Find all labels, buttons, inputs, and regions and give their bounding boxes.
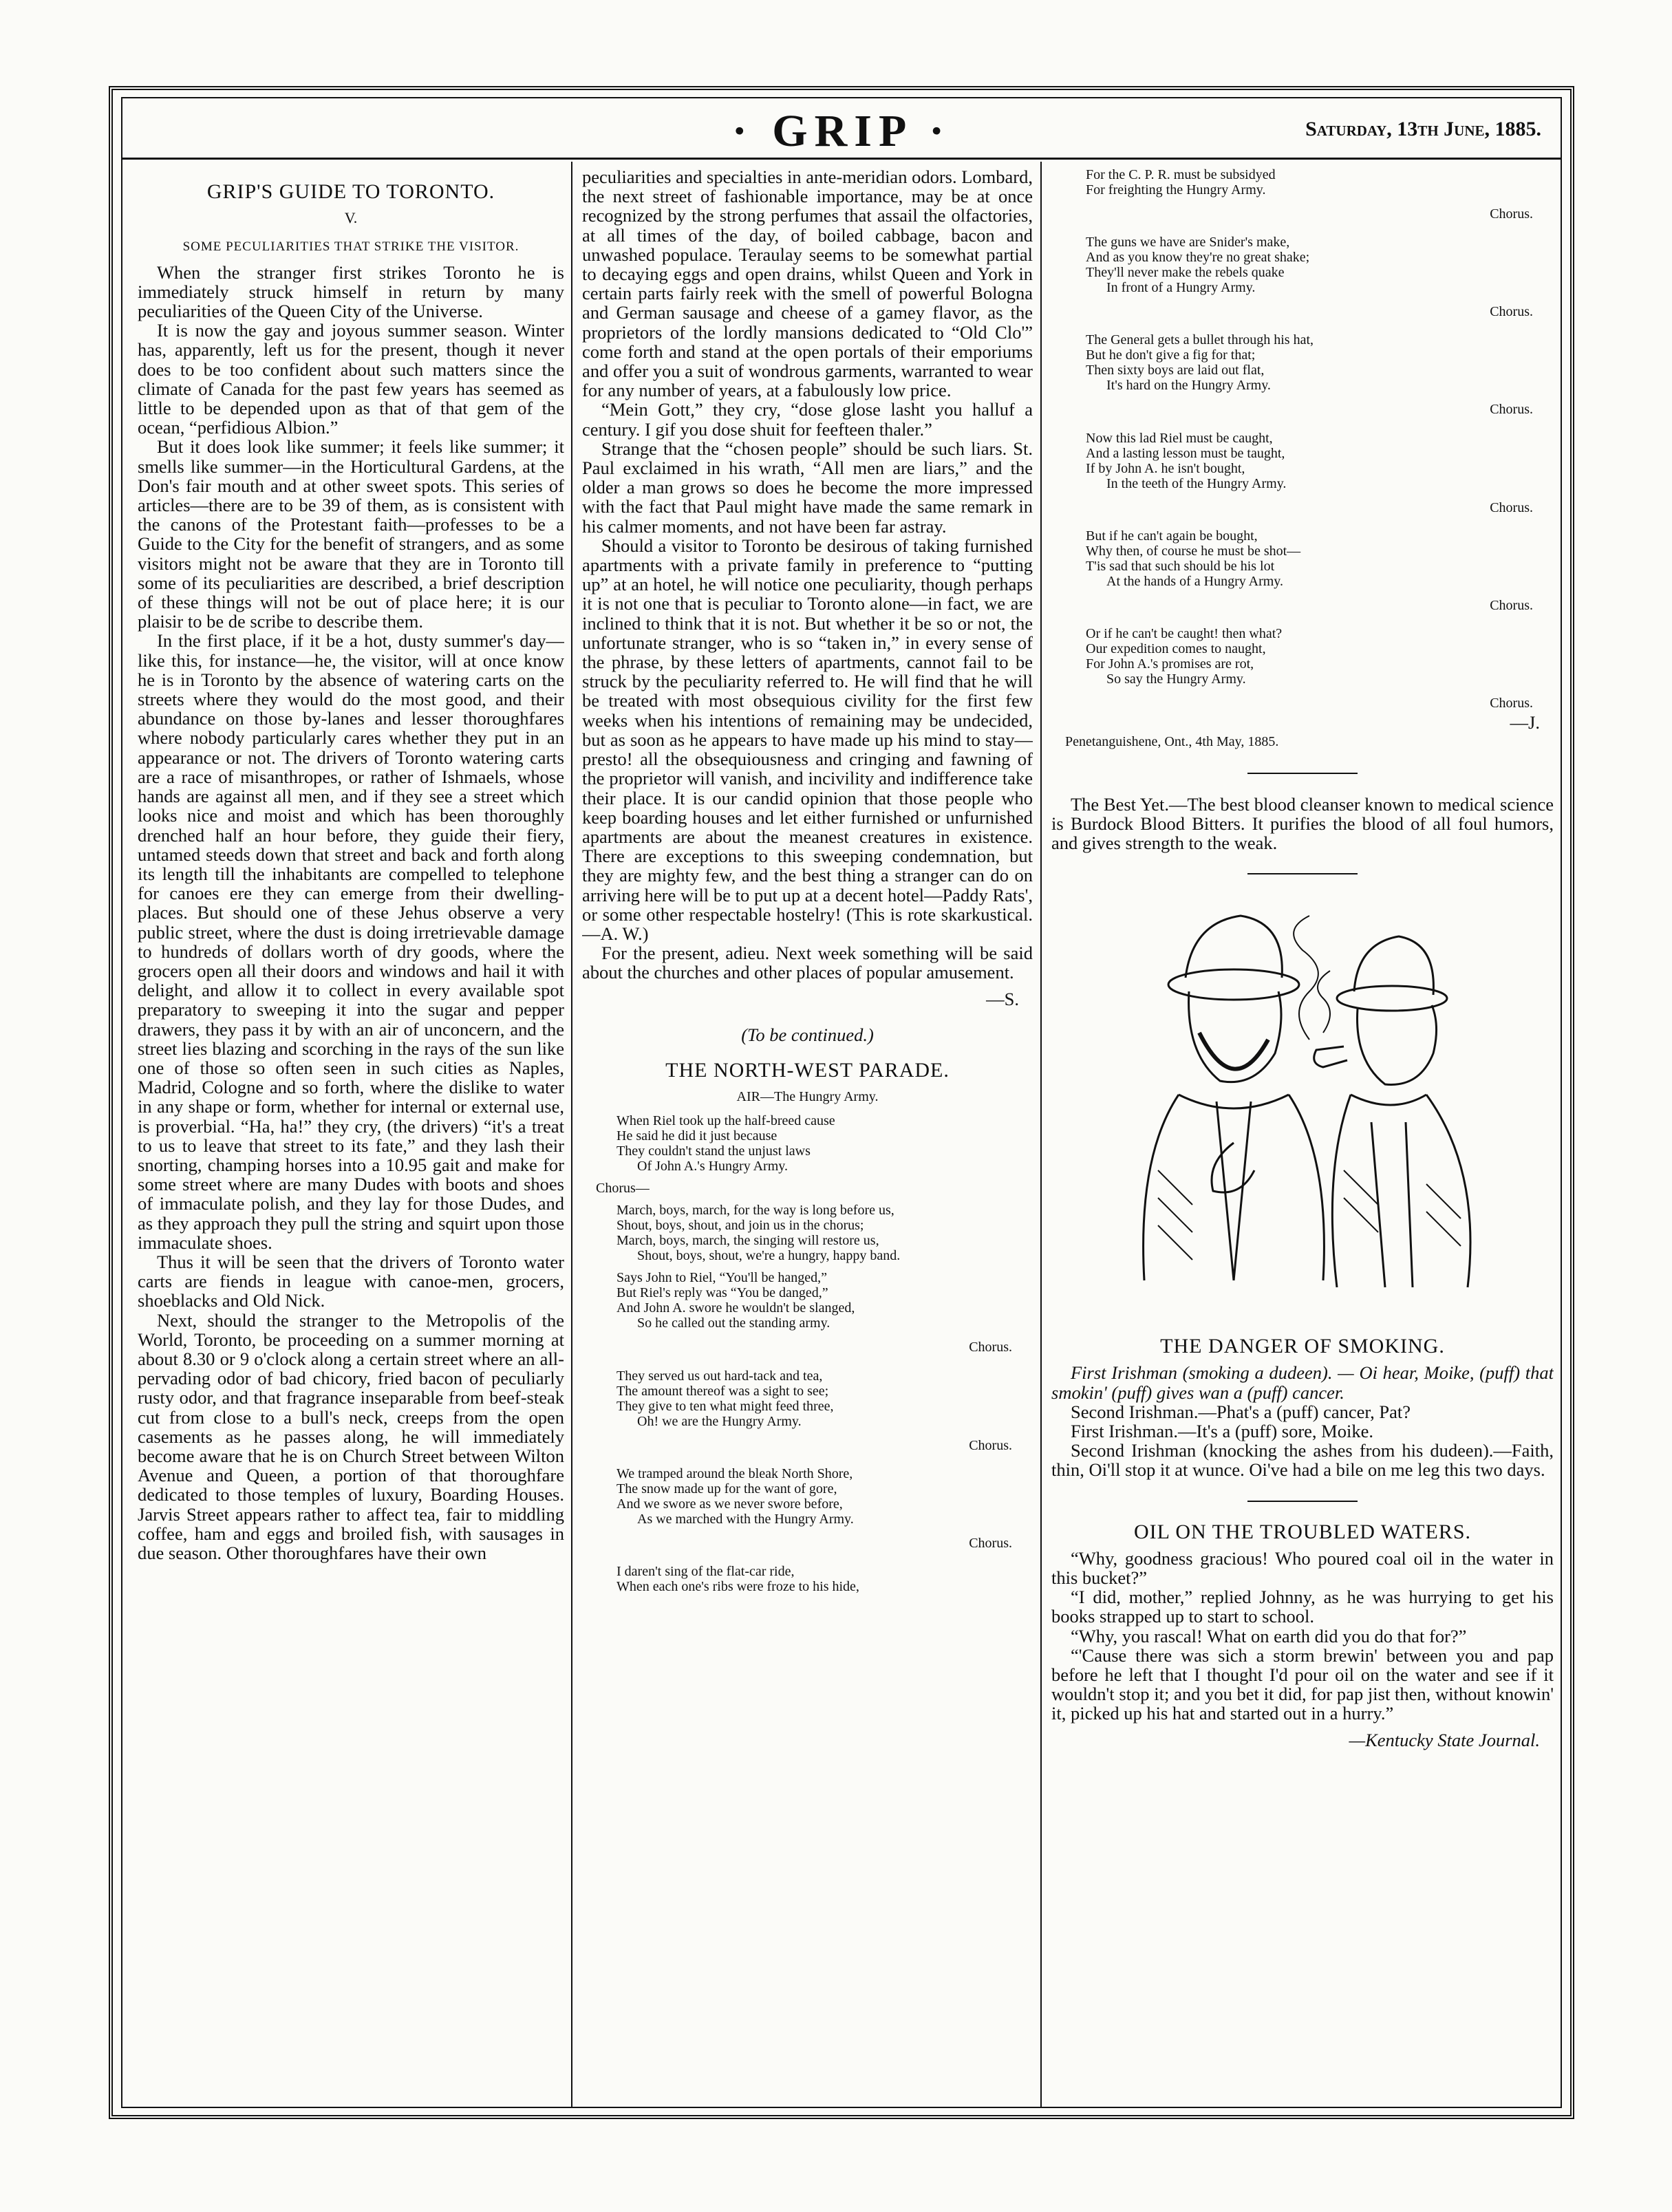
verse-line: It's hard on the Hungry Army. bbox=[1106, 378, 1271, 394]
to-be-continued: (To be continued.) bbox=[741, 1024, 874, 1045]
paragraph: Thus it will be seen that the drivers of Toronto water carts are fiends in league with canoe-men, grocers, shoeblacks and Old Nick. bbox=[138, 1251, 564, 1311]
chorus-marker: Chorus. bbox=[1490, 696, 1533, 711]
verse-line: We tramped around the bleak North Shore, bbox=[617, 1465, 853, 1481]
masthead bbox=[122, 98, 1561, 160]
verse-line: The guns we have are Snider's make, bbox=[1086, 235, 1290, 250]
verse-line: Now this lad Riel must be caught, bbox=[1086, 430, 1273, 446]
verse-line: In front of a Hungry Army. bbox=[1106, 280, 1256, 296]
verse-line: The amount thereof was a sight to see; bbox=[617, 1383, 829, 1399]
verse bbox=[1086, 332, 1554, 393]
paragraph: “Why, goodness gracious! Who poured coal oil in the water in this bucket?” bbox=[1051, 1547, 1554, 1589]
smoking-line: First Irishman.—It's a (puff) sore, Moike. bbox=[1071, 1421, 1373, 1442]
verse bbox=[1086, 431, 1554, 491]
best-yet-ad: The Best Yet.—The best blood cleanser known to medical science is Burdock Blood Bitters. It purifies the blood of all foul humors, and gives strength to the weak. bbox=[1051, 793, 1554, 854]
verse-line: At the hands of a Hungry Army. bbox=[1106, 573, 1283, 589]
verse-line: The snow made up for the want of gore, bbox=[617, 1481, 837, 1496]
verse bbox=[617, 1564, 1033, 1594]
paragraph: But it does look like summer; it feels like summer; it smells like summer—in the Horticultural Gardens, at the Don's fair mouth and at other sweet spots. This series of articles—there are to be 39 of them, as is consistent with the canons of the Protestant faith—professes to be a Guide to the City for the benefit of strangers, and as some visitors might not be aware that they are in Toronto till some of its peculiarities are described, a brief description of these things will not be out of place here; it is our plaisir to be de scribe to describe them. bbox=[138, 436, 564, 632]
paragraph: When the stranger first strikes Toronto he is immediately struck himself in return by many peculiarities of the Queen City of the Universe. bbox=[138, 261, 564, 322]
verse-line: And as you know they're no great shake; bbox=[1086, 250, 1310, 266]
oil-title: OIL ON THE TROUBLED WATERS. bbox=[1133, 1520, 1472, 1543]
guide-title: GRIP'S GUIDE TO TORONTO. bbox=[206, 180, 495, 203]
verse-line: When each one's ribs were froze to his hide, bbox=[617, 1578, 859, 1594]
verse bbox=[1086, 235, 1554, 295]
oil-source: —Kentucky State Journal. bbox=[1349, 1729, 1540, 1750]
paragraph: Strange that the “chosen people” should be such liars. St. Paul exclaimed in his wrath, “All men are liars,” and the older a man grows so does he become the more impressed with the fact that Paul might have made the same remark in his calmer moments, and not have been far astray. bbox=[582, 438, 1033, 537]
parade-title: THE NORTH-WEST PARADE. bbox=[665, 1058, 950, 1082]
verse-line: They couldn't stand the unjust laws bbox=[617, 1143, 811, 1159]
verse-line: So say the Hungry Army. bbox=[1106, 672, 1246, 687]
smoking-title: THE DANGER OF SMOKING. bbox=[1160, 1335, 1445, 1358]
verse-line: Shout, boys, shout, and join us in the chorus; bbox=[617, 1218, 864, 1234]
divider bbox=[1247, 1501, 1358, 1502]
verse-line: And we swore as we never swore before, bbox=[617, 1496, 843, 1512]
verse-line: March, boys, march, for the way is long before us, bbox=[617, 1203, 894, 1218]
chorus-marker: Chorus. bbox=[1490, 206, 1533, 222]
verse-line: When Riel took up the half-breed cause bbox=[617, 1113, 835, 1129]
paragraph: Should a visitor to Toronto be desirous of taking furnished apartments with a private family in preference to “putting up” at an hotel, he will notice one peculiarity, though perhaps it is not one that is peculiar to Toronto alone—in fact, we are inclined to think that it is not. But whether it be so or not, the unfortunate stranger, who is so “taken in,” in every sense of the phrase, by these letters of apartments, cannot fail to be struck by the peculiarity referred to. He will find that he will be treated with most obsequious civility for the first few weeks when his intentions of remaining may be undecided, but as soon as he appears to have made up his mind to stay—presto! all the obsequiousness and cringing and fawning of the proprietor will vanish, and incivility and indifference take their place. It is our candid opinion that those people who keep boarding houses and let either furnished or unfurnished apartments are about the meanest creatures in existence. There are exceptions to this sweeping condemnation, but they are mighty few, and the best thing a stranger can do on arriving here will be to put up at a decent hotel—Paddy Rats', or some other respectable hostelry! (This is rote skarkustical.—A. W.) bbox=[582, 535, 1033, 944]
verse-line: They'll never make the rebels quake bbox=[1086, 265, 1285, 281]
column-2 bbox=[582, 167, 1033, 2100]
parade-air: AIR—The Hungry Army. bbox=[736, 1089, 879, 1105]
column-rule bbox=[1040, 162, 1042, 2107]
verse bbox=[1086, 626, 1554, 687]
verse-line: For the C. P. R. must be subsidyed bbox=[1086, 167, 1276, 182]
verse-line: The General gets a bullet through his hat, bbox=[1086, 332, 1314, 348]
verse-line: For John A.'s promises are rot, bbox=[1086, 656, 1254, 672]
verse-line: And a lasting lesson must be taught, bbox=[1086, 445, 1285, 461]
guide-signature: —S. bbox=[986, 988, 1019, 1009]
verse-line: But Riel's reply was “You be danged,” bbox=[617, 1285, 828, 1301]
chorus-marker: Chorus. bbox=[1490, 500, 1533, 515]
verse-line: Then sixty boys are laid out flat, bbox=[1086, 363, 1265, 378]
paragraph: “I did, mother,” replied Johnny, as he was hurrying to get his books strapped up to start to school. bbox=[1051, 1587, 1554, 1627]
paragraph: “'Cause there was sich a storm brewin' between you and pap before he left that I thought I'd pour oil on the water and see if it wouldn't stop it; and you bet it did, for pap jist then, without knowin' it, picked up his hat and started out in a hurry.” bbox=[1051, 1644, 1554, 1724]
verse-line: And John A. swore he wouldn't be slanged, bbox=[617, 1300, 855, 1316]
chorus-verse bbox=[617, 1203, 1033, 1263]
newspaper-page bbox=[109, 86, 1574, 2119]
paragraph: In the first place, if it be a hot, dusty summer's day—like this, for instance—he, the visitor, will at once know he is in Toronto by the absence of watering carts on the streets where they would do the most good, and their abundance on those by-lanes and lesser thoroughfares where nobody particularly cares whether they put in an appearance or not. The drivers of Toronto watering carts are a race of misanthropes, or rather of Ishmaels, whose hands are against all men, and if they see a street which looks nice and moist and which has been thoroughly drenched half an hour before, they guide their fiery, untamed steeds down that street and back and forth along its length till the inhabitants are compelled to telephone for canoes ere they can emerge from their dwelling-places. But should one of these Jehus observe a very public street, where the dust is doing irretrievable damage to hundreds of dollars worth of dry goods, where the grocers open all their doors and windows and hail it with delight, and allow it to collect in every available spot preparatory to sweeping it into the sugar and pepper drawers, they pass it by with an air of unconcern, and the street lies blazing and scorching in the rays of the sun like one of those so often seen in such cities as Naples, Madrid, Cologne and so forth, where the dislike to water in any shape or form, whether for internal or external use, is proverbial. “Ha, ha!” they cry, (the drivers) “it's a treat to us to leave that street to its fate,” and they lash their snorting, champing horses into a 10.95 gait and make for some street where are many Dudes with boots and shoes of immaculate polish, and they lay for those Dudes, and as they approach they pull the string and squirt upon those immaculate shoes. bbox=[138, 630, 564, 1253]
verse-line: In the teeth of the Hungry Army. bbox=[1106, 475, 1287, 491]
divider bbox=[1247, 873, 1358, 874]
verse-line: Our expedition comes to naught, bbox=[1086, 641, 1266, 657]
divider bbox=[1247, 773, 1358, 774]
chorus-marker: Chorus. bbox=[969, 1340, 1012, 1355]
paragraph: It is now the gay and joyous summer season. Winter has, apparently, left us for the present, though it never does to be too confident about such matters since the climate of Canada for the past few years has seemed as little to be depended upon as that of that gem of the ocean, “perfidious Albion.” bbox=[138, 320, 564, 438]
verse-line: As we marched with the Hungry Army. bbox=[637, 1511, 854, 1527]
verse bbox=[617, 1113, 1033, 1174]
verse-line: Oh! we are the Hungry Army. bbox=[637, 1413, 802, 1429]
verse-line: If by John A. he isn't bought, bbox=[1086, 460, 1245, 476]
masthead-title: · GRIP · bbox=[731, 106, 952, 156]
verse-line: Why then, of course he must be shot— bbox=[1086, 543, 1301, 559]
verse-line: Of John A.'s Hungry Army. bbox=[637, 1159, 788, 1174]
verse-line: He said he did it just because bbox=[617, 1128, 778, 1144]
verse-line: For freighting the Hungry Army. bbox=[1086, 182, 1266, 197]
smoking-line: First Irishman (smoking a dudeen). — Oi hear, Moike, (puff) that smokin' (puff) gives wan a (puff) cancer. bbox=[1051, 1362, 1554, 1403]
masthead-date: Saturday, 13th June, 1885. bbox=[1305, 118, 1541, 140]
parade-dateline: Penetanguishene, Ont., 4th May, 1885. bbox=[1065, 734, 1279, 750]
verse-line: I daren't sing of the flat-car ride, bbox=[617, 1563, 795, 1579]
paragraph: “Why, you rascal! What on earth did you do that for?” bbox=[1071, 1625, 1467, 1646]
paragraph: For the present, adieu. Next week something will be said about the churches and other places of popular amusement. bbox=[582, 943, 1033, 983]
verse bbox=[617, 1466, 1033, 1527]
verse-line: So he called out the standing army. bbox=[637, 1316, 830, 1331]
paragraph: “Mein Gott,” they cry, “dose glose lasht you halluf a century. I gif you dose shuit for feefteen thaler.” bbox=[582, 399, 1033, 440]
verse-line: But if he can't again be bought, bbox=[1086, 528, 1258, 544]
verse-line: Shout, boys, shout, we're a hungry, happy band. bbox=[637, 1248, 901, 1264]
two-irishmen-cartoon bbox=[1096, 895, 1509, 1322]
page-frame bbox=[121, 97, 1562, 2108]
verse bbox=[1086, 528, 1554, 589]
chorus-marker: Chorus. bbox=[969, 1437, 1012, 1453]
paragraph: peculiarities and specialties in ante-meridian odors. Lombard, the next street of fashionable importance, may be at once recognized by the strong perfumes that assail the olfactories, at all times of the day, of boiled cabbage, bacon and unwashed populace. Teraulay seems to be somewhat partial to decaying eggs and open drains, whilst Queen and York in certain parts fairly reek with the smell of powerful Bologna and German sausage and cheese of a gamey flavor, as the proprietors of the lordly mansions dedicated to “Old Clo'” come forth and stand at the open portals of their emporiums and offer you a suit of wondrous garments, warranted to wear for any number of years, at a fabulously low price. bbox=[582, 167, 1033, 401]
column-1 bbox=[138, 167, 564, 2100]
smoking-line: Second Irishman.—Phat's a (puff) cancer, Pat? bbox=[1071, 1401, 1411, 1422]
verse bbox=[1086, 167, 1554, 197]
verse-line: They served us out hard-tack and tea, bbox=[617, 1368, 823, 1384]
chorus-marker: Chorus. bbox=[1490, 597, 1533, 613]
guide-subtitle: SOME PECULIARITIES THAT STRIKE THE VISITOR. bbox=[182, 239, 519, 255]
verse-line: But he don't give a fig for that; bbox=[1086, 347, 1256, 363]
verse bbox=[617, 1270, 1033, 1331]
column-rule bbox=[571, 162, 572, 2107]
guide-part: V. bbox=[344, 209, 358, 227]
verse-line: They give to ten what might feed three, bbox=[617, 1398, 834, 1414]
verse bbox=[617, 1368, 1033, 1429]
chorus-marker: Chorus. bbox=[1490, 402, 1533, 418]
parade-signature: —J. bbox=[1510, 712, 1540, 733]
verse-line: T'is sad that such should be his lot bbox=[1086, 558, 1275, 574]
chorus-marker: Chorus. bbox=[969, 1535, 1012, 1551]
column-3 bbox=[1051, 167, 1554, 2100]
verse-line: March, boys, march, the singing will restore us, bbox=[617, 1233, 879, 1249]
verse-line: Says John to Riel, “You'll be hanged,” bbox=[617, 1270, 827, 1286]
chorus-marker: Chorus. bbox=[1490, 304, 1533, 320]
paragraph: Next, should the stranger to the Metropolis of the World, Toronto, be proceeding on a summer morning at about 8.30 or 9 o'clock along a certain street where an all-pervading odor of bad chicory, fried bacon of peculiarly rusty odor, and that fragrance inseparable from beef-steak cut from close to a bull's neck, creeps from the open casements as he passes along, he will immediately become aware that he is on Church Street between Wilton Avenue and Queen, a portion of that thoroughfare dedicated to those temples of luxury, Boarding Houses. Jarvis Street appears rather to affect tea, fair to middling coffee, ham and eggs and broiled fish, with sausages in due season. Other thoroughfares have their own bbox=[138, 1309, 564, 1564]
chorus-label: Chorus— bbox=[596, 1181, 650, 1196]
verse-line: Or if he can't be caught! then what? bbox=[1086, 626, 1283, 642]
smoking-line: Second Irishman (knocking the ashes from his dudeen).—Faith, thin, Oi'll stop it at wunce. Oi've had a bile on me leg this two days. bbox=[1051, 1440, 1554, 1481]
